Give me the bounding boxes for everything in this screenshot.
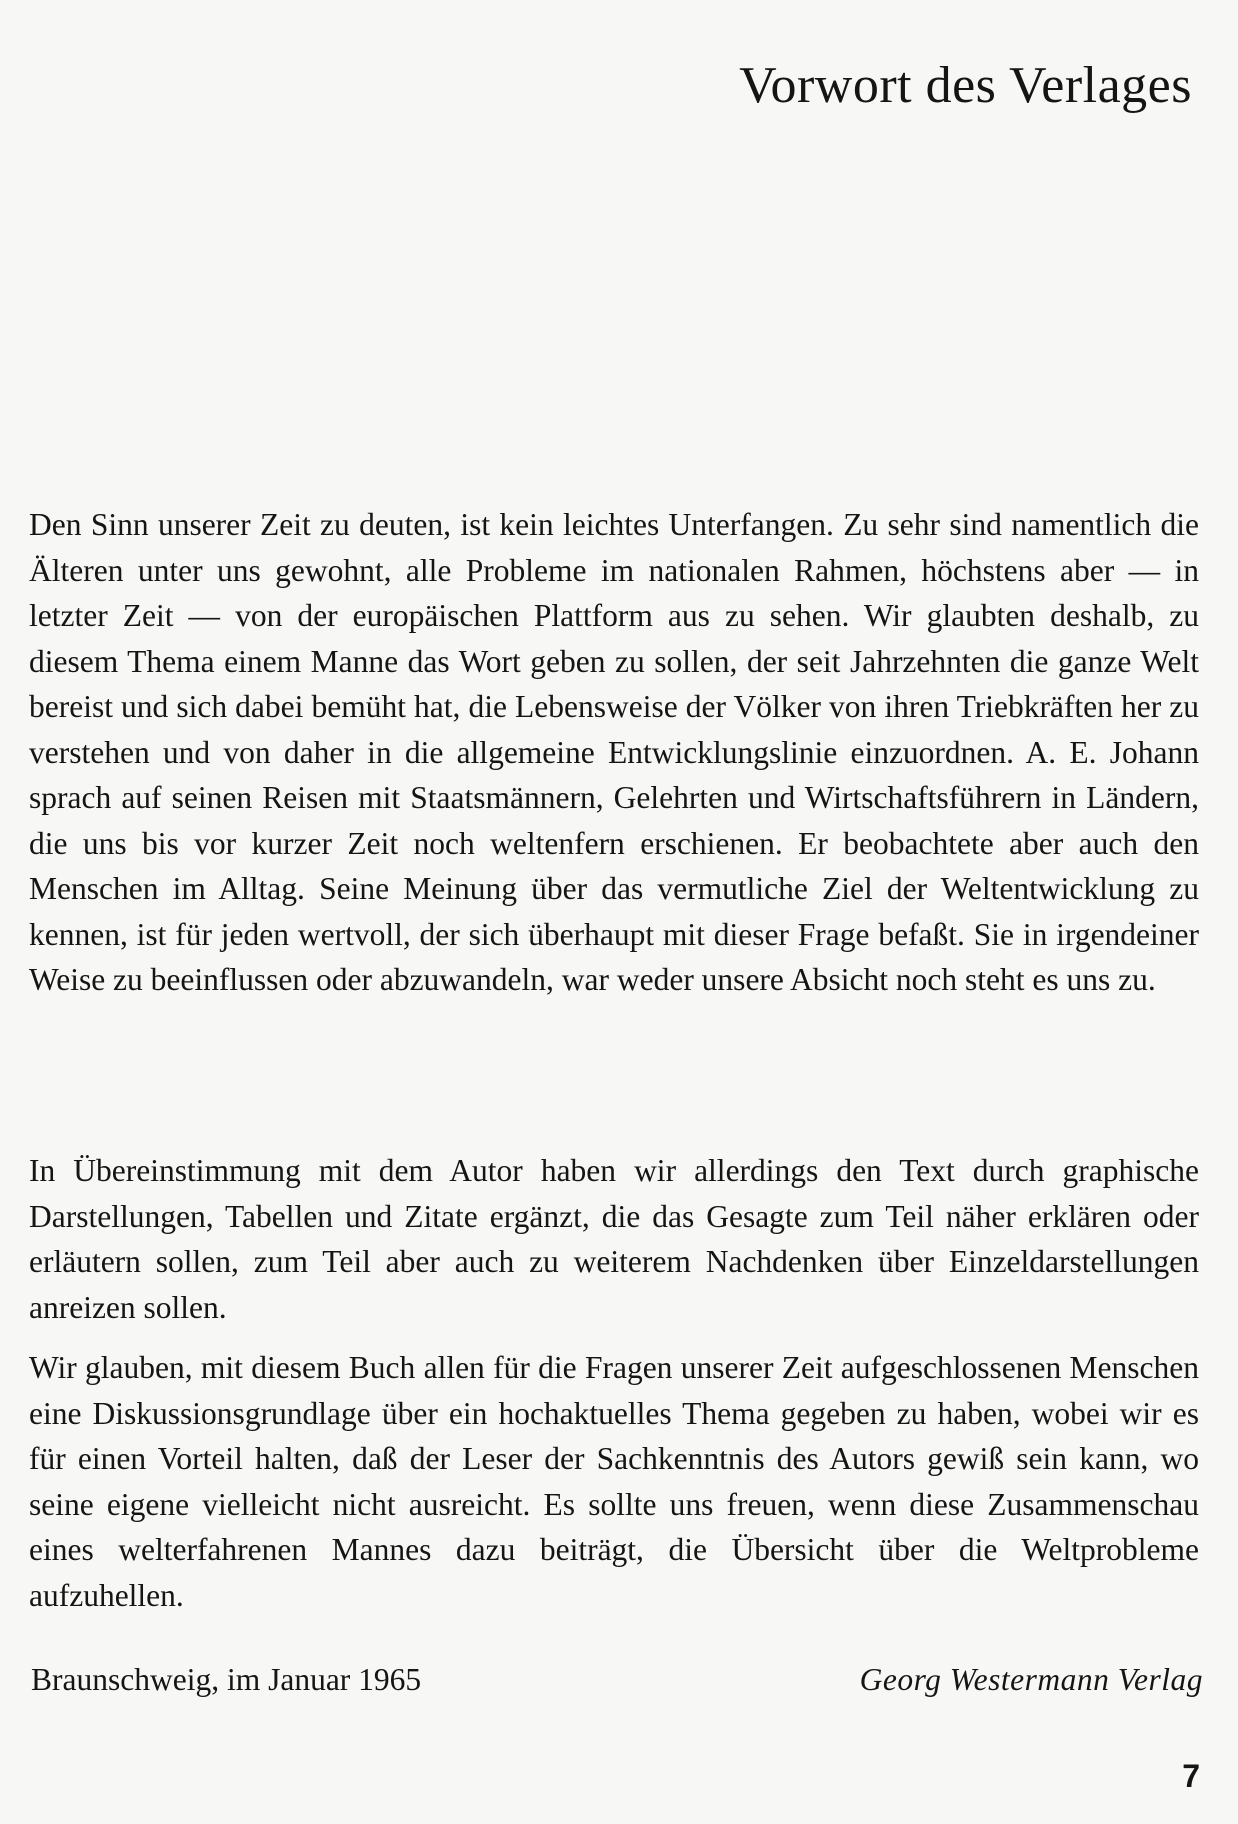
- publisher-signature: Georg Westermann Verlag: [859, 1662, 1203, 1697]
- paragraph-2: [29, 1148, 1199, 1330]
- paragraph-1: [29, 502, 1199, 1003]
- paragraph-text: Den Sinn unserer Zeit zu deuten, ist kein leichtes Unterfangen. Zu sehr sind namentlich die Älteren unter uns gewohnt, alle Probleme im nationalen Rahmen, höchstens aber — in letzter Zeit — von der europäischen Plattform aus zu sehen. Wir glaubten deshalb, zu diesem Thema einem Manne das Wort geben zu sollen, der seit Jahrzehnten die ganze Welt bereist und sich dabei bemüht hat, die Lebensweise der Völker von ihren Triebkräften her zu verstehen und von daher in die allgemeine Entwicklungslinie einzuordnen. A. E. Johann sprach auf seinen Reisen mit Staatsmännern, Gelehrten und Wirtschaftsführern in Ländern, die uns bis vor kurzer Zeit noch weltenfern erschienen. Er beobachtete aber auch den Menschen im Alltag. Seine Meinung über das vermutliche Ziel der Weltentwicklung zu kennen, ist für jeden wertvoll, der sich überhaupt mit dieser Frage befaßt. Sie in irgendeiner Weise zu beeinflussen oder abzuwandeln, war weder unsere Absicht noch steht es uns zu.: [29, 507, 1199, 997]
- page-number: 7: [1182, 1758, 1200, 1794]
- paragraph-text: In Übereinstimmung mit dem Autor haben wir allerdings den Text durch graphische Darstellungen, Tabellen und Zitate ergänzt, die das Gesagte zum Teil näher erklären oder erläutern sollen, zum Teil aber auch zu weiterem Nachdenken über Einzeldarstellungen anreizen sollen.: [29, 1153, 1199, 1325]
- place-and-date: Braunschweig, im Januar 1965: [31, 1662, 422, 1697]
- paragraph-3: [29, 1345, 1199, 1618]
- page-title: Vorwort des Verlages: [739, 57, 1192, 114]
- paragraph-text: Wir glauben, mit diesem Buch allen für die Fragen unserer Zeit aufgeschlossenen Menschen eine Diskussionsgrundlage über ein hochaktuelles Thema gegeben zu haben, wobei wir es für einen Vorteil halten, daß der Leser der Sachkenntnis des Autors gewiß sein kann, wo seine eigene vielleicht nicht ausreicht. Es sollte uns freuen, wenn diese Zusammenschau eines welterfahrenen Mannes dazu beiträgt, die Übersicht über die Weltprobleme aufzuhellen.: [29, 1350, 1199, 1613]
